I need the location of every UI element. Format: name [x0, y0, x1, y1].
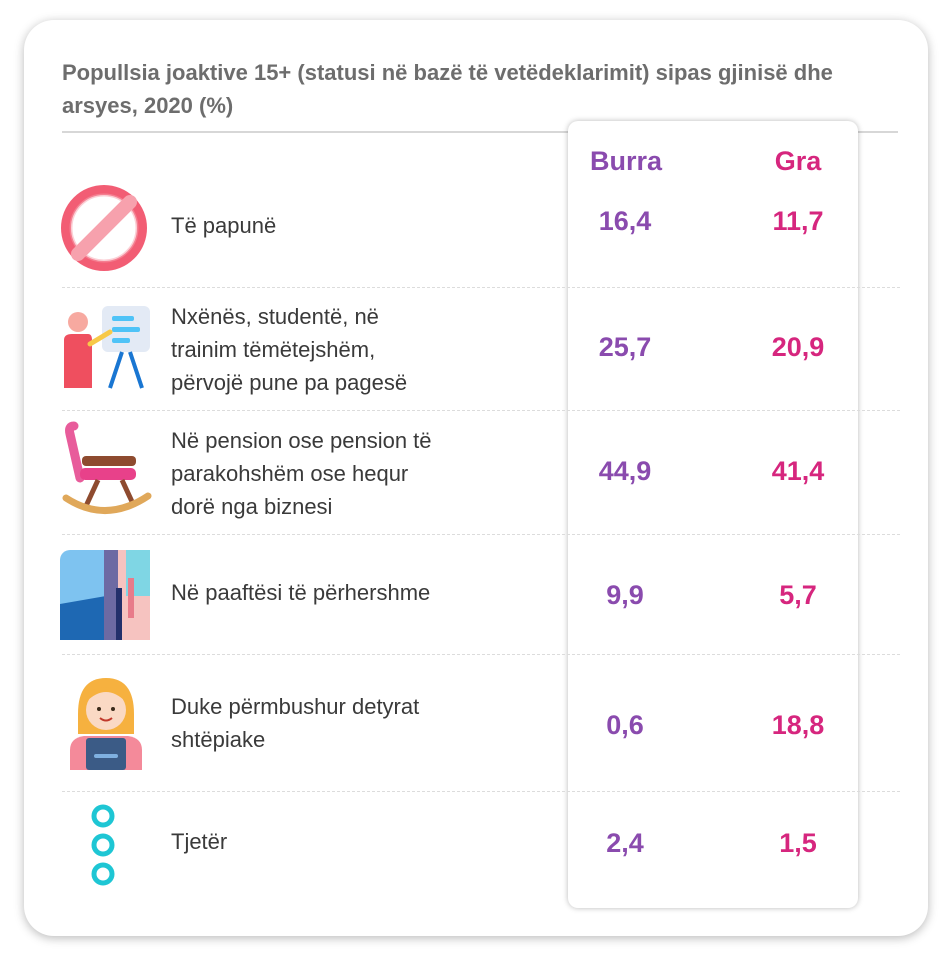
values-column-panel: [568, 121, 858, 908]
row-label: Nxënës, studentë, në trainim tëmëtejshëm, përvojë pune pa pagesë: [171, 304, 408, 395]
value-men: 16,4: [598, 206, 652, 236]
chart-title: Popullsia joaktive 15+ (statusi në bazë të vetëdeklarimit) sipas gjinisë dhe arsyes, 2020 (%): [62, 60, 833, 118]
teacher-board-icon: [58, 302, 154, 398]
value-men: 0,6: [606, 710, 644, 740]
row-label: Tjetër: [171, 829, 228, 854]
dots-icon: [86, 802, 120, 888]
row-label: Të papunë: [171, 213, 277, 238]
housewife-icon: [58, 674, 154, 770]
row-label: Në paaftësi të përhershme: [171, 580, 431, 605]
row-divider: [62, 534, 900, 535]
value-men: 25,7: [598, 332, 652, 362]
disability-icon: [58, 548, 154, 644]
column-header-women: Gra: [774, 146, 822, 176]
row-divider: [62, 287, 900, 288]
value-men: 44,9: [598, 456, 652, 486]
rocking-chair-icon: [58, 420, 154, 516]
no-entry-icon: [58, 180, 154, 276]
value-women: 18,8: [771, 710, 825, 740]
column-header-men: Burra: [589, 146, 663, 176]
value-women: 41,4: [771, 456, 825, 486]
value-women: 11,7: [772, 206, 824, 236]
value-women: 5,7: [779, 580, 817, 610]
value-men: 2,4: [606, 828, 644, 858]
row-divider: [62, 791, 900, 792]
row-divider: [62, 410, 900, 411]
value-women: 20,9: [771, 332, 825, 362]
value-men: 9,9: [606, 580, 644, 610]
value-women: 1,5: [779, 828, 817, 858]
row-divider: [62, 654, 900, 655]
row-label: Në pension ose pension të parakohshëm ose hequr dorë nga biznesi: [171, 428, 432, 519]
row-label: Duke përmbushur detyrat shtëpiake: [171, 694, 420, 752]
